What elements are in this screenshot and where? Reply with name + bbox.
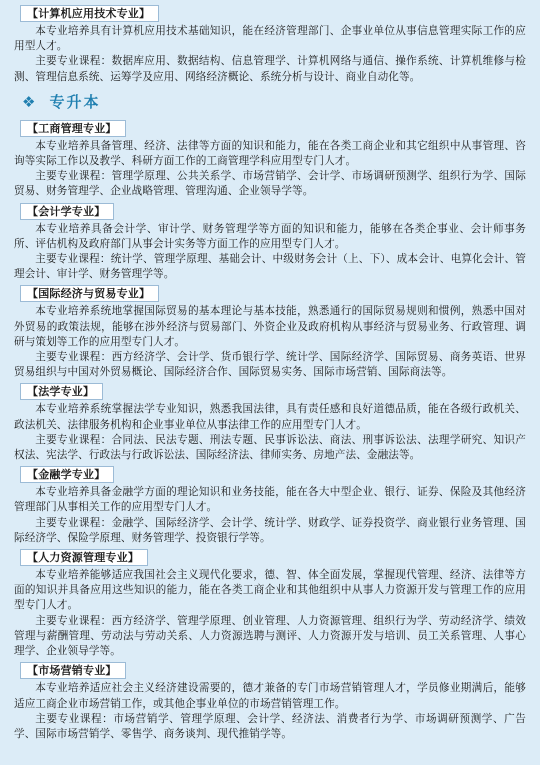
major-courses: 主要专业课程：市场营销学、管理学原理、会计学、经济法、消费者行为学、市场调研预测学、广告学、国际市场营销学、零售学、商务谈判、现代推销学等。 <box>14 712 526 740</box>
bracket-open: 【 <box>27 468 39 482</box>
bracket-open: 【 <box>27 204 39 218</box>
major-label-text: 人力资源管理专业 <box>38 551 128 565</box>
major-label <box>20 549 148 566</box>
major-accounting <box>14 200 526 283</box>
major-label <box>20 285 159 302</box>
bracket-close: 】 <box>127 551 140 565</box>
major-intro: 本专业培养具备会计学、审计学、财务管理学等方面的知识和能力，能够在各类企事业、会计师事务所、评估机构及政府部门从事会计实务等方面工作的应用型专门人才。 <box>14 222 526 250</box>
major-courses: 主要专业课程：合同法、民法专题、刑法专题、民事诉讼法、商法、刑事诉讼法、法理学研究、知识产权法、宪法学、行政法与行政诉讼法、国际经济法、律师实务、房地产法、金融法等。 <box>14 433 526 462</box>
major-label-text: 法学专业 <box>38 385 84 399</box>
bracket-close: 】 <box>94 468 106 482</box>
major-label-text: 国际经济与贸易专业 <box>38 287 140 301</box>
bracket-close: 】 <box>94 204 106 218</box>
major-intro: 本专业培养系统掌握法学专业知识，熟悉我国法律，具有责任感和良好道德品质，能在各级行政机关、政法机关、法律服务机构和企业事业单位从事法律工作的应用型专门人才。 <box>14 403 526 431</box>
major-intro: 本专业培养具有计算机应用技术基础知识，能在经济管理部门、企事业单位从事信息管理实际工作的应用型人才。 <box>14 25 526 53</box>
major-label-text: 市场营销专业 <box>38 664 106 678</box>
major-label-text: 金融学专业 <box>38 468 95 482</box>
major-computer-application <box>14 2 526 85</box>
major-intro: 本专业培养系统地掌握国际贸易的基本理论与基本技能，熟悉通行的国际贸易规则和惯例，熟悉中国对外贸易的政策法规，能够在涉外经济与贸易部门、外资企业及政府机构从事经济与贸易业务、行政管理、调研与策划等工作的应用型专门人才。 <box>14 305 526 348</box>
major-label <box>20 120 126 137</box>
major-business-administration <box>14 117 526 200</box>
major-intro: 本专业培养适应社会主义经济建设需要的，德才兼备的专门市场营销管理人才，学员修业期满后，能够适应工商企业市场营销工作，或其他企事业单位的市场营销管理工作。 <box>14 682 526 710</box>
major-international-trade <box>14 282 526 380</box>
major-label-text: 会计学专业 <box>38 204 95 218</box>
bracket-close: 】 <box>139 7 151 20</box>
major-law <box>14 380 526 463</box>
major-courses: 主要专业课程：金融学、国际经济学、会计学、统计学、财政学、证券投资学、商业银行业务管理、国际经济学、保险学原理、财务管理学、投资银行学等。 <box>14 516 526 544</box>
bracket-close: 】 <box>139 287 151 301</box>
major-label <box>20 383 103 400</box>
bracket-close: 】 <box>105 121 117 135</box>
major-courses: 主要专业课程：管理学原理、公共关系学、市场营销学、会计学、市场调研预测学、组织行为学、国际贸易、财务管理学、企业战略管理、管理沟通、企业领导学等。 <box>14 170 526 198</box>
bracket-open: 【 <box>27 664 39 678</box>
major-courses: 主要专业课程：西方经济学、管理学原理、创业管理、人力资源管理、组织行为学、劳动经济学、绩效管理与薪酬管理、劳动法与劳动关系、人力资源选聘与测评、人力资源开发与培训、员工关系管理、人事心理学、企业领导学等。 <box>14 614 526 658</box>
bracket-open: 【 <box>27 121 39 135</box>
bracket-close: 】 <box>105 664 117 678</box>
major-label-text: 计算机应用技术专业 <box>38 7 140 20</box>
major-marketing <box>14 659 526 742</box>
major-courses: 主要专业课程：数据库应用、数据结构、信息管理学、计算机网络与通信、操作系统、计算机维修与检测、管理信息系统、运筹学及应用、网络经济概论、系统分析与设计、商业自动化等。 <box>14 55 526 83</box>
bracket-open: 【 <box>27 551 39 565</box>
bracket-open: 【 <box>27 385 39 399</box>
major-label <box>20 203 114 220</box>
section-heading <box>22 91 526 113</box>
diamond-bullet-icon: ❖ <box>22 92 36 111</box>
major-intro: 本专业培养具备管理、经济、法律等方面的知识和能力，能在各类工商企业和其它组织中从事管理、咨询等实际工作以及教学、科研方面工作的工商管理学科应用型专门人才。 <box>14 139 526 168</box>
major-label <box>20 662 126 679</box>
major-finance <box>14 463 526 546</box>
major-human-resources <box>14 546 526 659</box>
bracket-open: 【 <box>27 287 39 301</box>
bracket-open: 【 <box>27 7 39 20</box>
major-label <box>20 466 114 483</box>
major-intro: 本专业培养具备金融学方面的理论知识和业务技能，能在各大中型企业、银行、证券、保险及其他经济管理部门从事相关工作的应用型专门人才。 <box>14 486 526 514</box>
major-courses: 主要专业课程：西方经济学、会计学、货币银行学、统计学、国际经济学、国际贸易、商务英语、世界贸易组织与中国对外贸易概论、国际经济合作、国际贸易实务、国际市场营销、国际商法等。 <box>14 351 526 379</box>
bracket-close: 】 <box>83 385 95 399</box>
major-label <box>20 5 159 22</box>
major-label-text: 工商管理专业 <box>38 121 106 135</box>
major-courses: 主要专业课程：统计学、管理学原理、基础会计、中级财务会计（上、下）、成本会计、电算化会计、管理会计、审计学、财务管理学等。 <box>14 253 526 281</box>
major-intro: 本专业培养能够适应我国社会主义现代化要求，德、智、体全面发展，掌握现代管理、经济、法律等方面的知识并具备应用这些知识的能力，能在各类工商企业和其他组织中从事人力资源开发与管理工作的应用型专门人才。 <box>14 569 526 612</box>
section-title: 专升本 <box>49 93 101 112</box>
